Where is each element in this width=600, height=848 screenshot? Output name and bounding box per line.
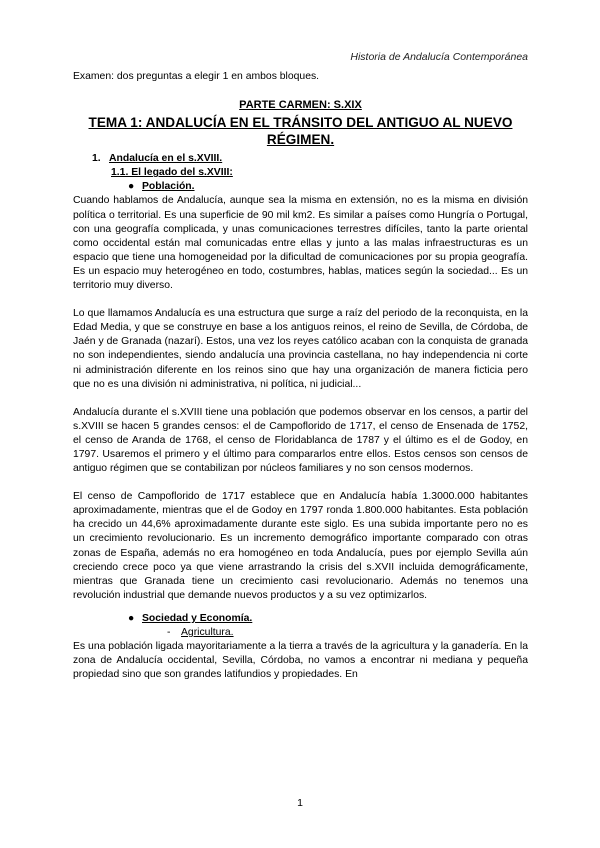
section-title: Andalucía en el s.XVIII. bbox=[109, 153, 223, 165]
paragraph: Lo que llamamos Andalucía es una estructura que surge a raíz del periodo de la reconquista, en la Edad Media, y que se construye en base a los antiguos reinos, el reino de Sevilla, de Córdoba, de Jaén y de Granada (nazarí). Estos, una vez los reyes católico acaban con la conquista de granada no son independientes, siendo andalucía una provincia castellana, no hay independencia ni corte ni administración diferente en los reinos sino que hay una organización de manera ficticia pero que no es una división ni administrativa, ni política, ni judicial... bbox=[73, 308, 528, 390]
running-header: Historia de Andalucía Contemporánea bbox=[350, 51, 528, 63]
page-content bbox=[73, 70, 528, 682]
bullet-heading-society bbox=[128, 612, 528, 626]
subsection-heading: 1.1. El legado del s.XVIII: bbox=[111, 167, 233, 179]
page-number: 1 bbox=[297, 797, 303, 809]
bullet-marker: ● bbox=[128, 612, 135, 624]
dash-item-agriculture bbox=[167, 626, 528, 640]
dash-title: Agricultura. bbox=[181, 627, 234, 638]
bullet-title: Sociedad y Economía. bbox=[142, 612, 253, 624]
section-number: 1. bbox=[92, 153, 101, 165]
dash-marker: - bbox=[167, 627, 171, 638]
part-title: PARTE CARMEN: S.XIX bbox=[239, 99, 362, 112]
paragraph: Es una población ligada mayoritariamente a la tierra a través de la agricultura y la ganadería. En la zona de Andalucía occidental, Sevilla, Córdoba, no vamos a encontrar ni mediana y pequeña propiedad sino que son grandes latifundios y propiedades. En bbox=[73, 641, 528, 681]
bullet-marker: ● bbox=[128, 181, 135, 193]
paragraph: El censo de Campoflorido de 1717 establece que en Andalucía había 1.3000.000 habitantes aproximadamente, mientras que el de Godoy en 1797 ronda 1.800.000 habitantes. Esta población ha crecido un 44,6% aproximadamente durante este siglo. Es una subida importante pero no es un crecimiento revolucionario. Es un incremento demográfico importante comparado con otras zonas de España, además no era homogéneo en toda Andalucía, pues por ejemplo Sevilla aún creciendo crece poco ya que viene arrastrando la crisis del s.XVII incluida demográficamente, mientras que Granada tiene un crecimiento casi revolucionario. Además no tenemos una revolución industrial que demande nuevos productos y a su vez optimizarlos. bbox=[73, 491, 528, 601]
bullet-heading-population bbox=[128, 180, 528, 194]
paragraph: Andalucía durante el s.XVIII tiene una población que podemos observar en los censos, a partir del s.XVIII se hacen 5 grandes censos: el de Campoflorido de 1717, el censo de Ensenada de 1752, el censo de Aranda de 1768, el censo de Floridablanca de 1787 y el último es el de Godoy, en 1797. Usaremos el primero y el último para compararlos entre ellos. Estos censos son censos de antiguo régimen que se contabilizan por núcleos familiares y no son censos modernos. bbox=[73, 406, 528, 475]
theme-title: TEMA 1: ANDALUCÍA EN EL TRÁNSITO DEL ANTIGUO AL NUEVO RÉGIMEN. bbox=[88, 115, 513, 148]
paragraph: Cuando hablamos de Andalucía, aunque sea la misma en extensión, no es la misma en división política o territorial. Es una superficie de 90 mil km2. Es similar a países como Hungría o Portugal, con una geografía complicada, y unas comunicaciones terrestres difíciles, tanto la parte oriental como occidental están mal comunicadas entre ellas y junto a las malas infraestructuras es un espacio que tiene una homogeneidad por la dificultad de comunicaciones por su propia geografía. Es un espacio muy heterogéneo en todo, costumbres, hablas, matices según la sociedad... Es un territorio muy diverso. bbox=[73, 195, 528, 292]
bullet-title: Población. bbox=[142, 181, 195, 193]
exam-note: Examen: dos preguntas a elegir 1 en ambos bloques. bbox=[73, 71, 320, 82]
section-heading bbox=[92, 152, 528, 166]
